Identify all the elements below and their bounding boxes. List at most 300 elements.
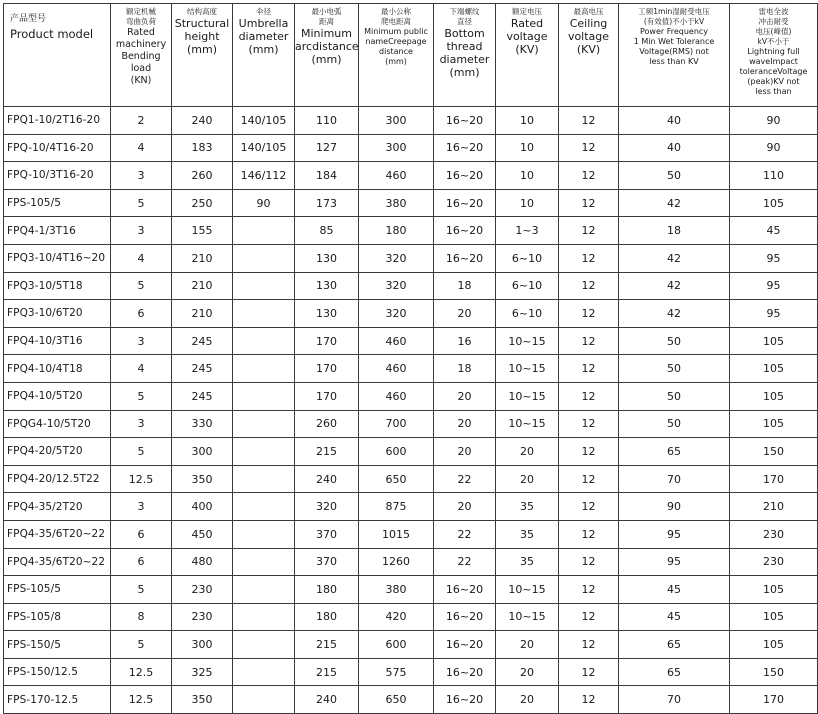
- cell-power-frequency-wet-voltage: 42: [619, 300, 730, 328]
- table-row: [4, 189, 818, 217]
- cell-ceiling-voltage: 12: [559, 189, 619, 217]
- cell-min-arc-distance: 170: [295, 355, 359, 383]
- cell-rated-bending-load: 5: [111, 576, 172, 604]
- cell-ceiling-voltage: 12: [559, 548, 619, 576]
- table-row: [4, 327, 818, 355]
- cell-rated-voltage: 35: [496, 520, 559, 548]
- cell-min-arc-distance: 184: [295, 162, 359, 190]
- cell-bottom-thread-diameter: 18: [434, 272, 496, 300]
- header-lightning-impact-voltage: [730, 4, 818, 107]
- cell-lightning-impact-voltage: 110: [730, 162, 818, 190]
- header-label-zh: 最高电压: [573, 7, 604, 16]
- cell-min-arc-distance: 240: [295, 686, 359, 714]
- cell-bottom-thread-diameter: 16~20: [434, 244, 496, 272]
- cell-ceiling-voltage: 12: [559, 493, 619, 521]
- header-label-en: Umbrella diameter (mm): [238, 17, 289, 56]
- cell-lightning-impact-voltage: 95: [730, 272, 818, 300]
- cell-min-arc-distance: 130: [295, 244, 359, 272]
- header-bottom-thread-diameter: [434, 4, 496, 107]
- cell-structural-height: 330: [172, 410, 233, 438]
- table-row: [4, 520, 818, 548]
- table-row: [4, 107, 818, 135]
- cell-structural-height: 300: [172, 438, 233, 466]
- header-umbrella-diameter: [233, 4, 295, 107]
- cell-lightning-impact-voltage: 105: [730, 631, 818, 659]
- table-row: [4, 658, 818, 686]
- cell-lightning-impact-voltage: 45: [730, 217, 818, 245]
- cell-umbrella-diameter: 146/112: [233, 162, 295, 190]
- header-power-frequency-wet-voltage: [619, 4, 730, 107]
- cell-bottom-thread-diameter: 22: [434, 520, 496, 548]
- cell-rated-bending-load: 5: [111, 189, 172, 217]
- header-label-zh: 额定电压: [512, 7, 542, 16]
- cell-min-creepage-distance: 650: [359, 686, 434, 714]
- header-label-zh: 结构高度: [187, 7, 217, 16]
- cell-product-model: FPS-105/5: [4, 189, 111, 217]
- table-row: [4, 355, 818, 383]
- cell-min-creepage-distance: 460: [359, 327, 434, 355]
- cell-lightning-impact-voltage: 90: [730, 107, 818, 135]
- cell-umbrella-diameter: [233, 548, 295, 576]
- cell-umbrella-diameter: [233, 300, 295, 328]
- header-label-en: Product model: [10, 27, 94, 41]
- cell-structural-height: 230: [172, 603, 233, 631]
- cell-umbrella-diameter: [233, 658, 295, 686]
- cell-min-arc-distance: 215: [295, 631, 359, 659]
- cell-min-creepage-distance: 875: [359, 493, 434, 521]
- cell-bottom-thread-diameter: 16~20: [434, 686, 496, 714]
- cell-product-model: FPS-150/12.5: [4, 658, 111, 686]
- cell-rated-voltage: 10~15: [496, 603, 559, 631]
- cell-product-model: FPQ-10/4T16-20: [4, 134, 111, 162]
- header-label-en: Lightning full waveImpact toleranceVoltage (peak)KV not less than: [739, 47, 808, 96]
- cell-power-frequency-wet-voltage: 42: [619, 272, 730, 300]
- cell-bottom-thread-diameter: 16~20: [434, 603, 496, 631]
- cell-structural-height: 210: [172, 244, 233, 272]
- cell-min-creepage-distance: 300: [359, 134, 434, 162]
- header-row: [4, 4, 818, 107]
- cell-power-frequency-wet-voltage: 45: [619, 576, 730, 604]
- cell-rated-bending-load: 4: [111, 244, 172, 272]
- cell-ceiling-voltage: 12: [559, 107, 619, 135]
- header-rated-bending-load: [111, 4, 172, 107]
- cell-structural-height: 300: [172, 631, 233, 659]
- cell-min-creepage-distance: 600: [359, 438, 434, 466]
- cell-lightning-impact-voltage: 210: [730, 493, 818, 521]
- cell-ceiling-voltage: 12: [559, 272, 619, 300]
- cell-min-arc-distance: 240: [295, 465, 359, 493]
- cell-min-arc-distance: 85: [295, 217, 359, 245]
- cell-ceiling-voltage: 12: [559, 465, 619, 493]
- cell-lightning-impact-voltage: 95: [730, 300, 818, 328]
- cell-rated-voltage: 10~15: [496, 382, 559, 410]
- cell-min-creepage-distance: 300: [359, 107, 434, 135]
- table-row: [4, 134, 818, 162]
- cell-umbrella-diameter: [233, 438, 295, 466]
- header-label-en: Structural height (mm): [174, 17, 230, 56]
- cell-rated-bending-load: 6: [111, 548, 172, 576]
- cell-umbrella-diameter: [233, 520, 295, 548]
- cell-ceiling-voltage: 12: [559, 438, 619, 466]
- cell-min-creepage-distance: 600: [359, 631, 434, 659]
- header-label-zh: 额定机械 弯曲负荷: [126, 7, 156, 26]
- cell-power-frequency-wet-voltage: 65: [619, 438, 730, 466]
- cell-rated-bending-load: 6: [111, 300, 172, 328]
- header-structural-height: [172, 4, 233, 107]
- table-row: [4, 438, 818, 466]
- cell-umbrella-diameter: 140/105: [233, 134, 295, 162]
- cell-product-model: FPS-105/8: [4, 603, 111, 631]
- cell-rated-voltage: 10~15: [496, 410, 559, 438]
- cell-min-creepage-distance: 460: [359, 382, 434, 410]
- cell-power-frequency-wet-voltage: 18: [619, 217, 730, 245]
- cell-umbrella-diameter: [233, 382, 295, 410]
- cell-min-creepage-distance: 420: [359, 603, 434, 631]
- cell-structural-height: 210: [172, 272, 233, 300]
- cell-ceiling-voltage: 12: [559, 658, 619, 686]
- cell-lightning-impact-voltage: 170: [730, 686, 818, 714]
- cell-lightning-impact-voltage: 105: [730, 576, 818, 604]
- cell-min-arc-distance: 110: [295, 107, 359, 135]
- table-row: [4, 465, 818, 493]
- product-spec-table-container: [3, 3, 808, 714]
- cell-umbrella-diameter: [233, 244, 295, 272]
- cell-bottom-thread-diameter: 18: [434, 355, 496, 383]
- cell-min-arc-distance: 127: [295, 134, 359, 162]
- header-label-zh: 工频1min湿耐受电压 (有效值)不小于kV: [638, 7, 710, 26]
- cell-min-creepage-distance: 1015: [359, 520, 434, 548]
- cell-bottom-thread-diameter: 16: [434, 327, 496, 355]
- cell-rated-voltage: 35: [496, 548, 559, 576]
- cell-min-creepage-distance: 320: [359, 272, 434, 300]
- cell-power-frequency-wet-voltage: 70: [619, 465, 730, 493]
- header-label-zh: 最小电弧 距离: [311, 7, 342, 26]
- cell-structural-height: 260: [172, 162, 233, 190]
- table-row: [4, 300, 818, 328]
- cell-lightning-impact-voltage: 150: [730, 438, 818, 466]
- cell-product-model: FPQ4-1/3T16: [4, 217, 111, 245]
- cell-product-model: FPQ4-10/4T18: [4, 355, 111, 383]
- cell-ceiling-voltage: 12: [559, 217, 619, 245]
- header-ceiling-voltage: [559, 4, 619, 107]
- cell-ceiling-voltage: 12: [559, 300, 619, 328]
- header-label-en: Minimum arcdistance (mm): [295, 27, 359, 66]
- cell-rated-voltage: 6~10: [496, 272, 559, 300]
- table-row: [4, 603, 818, 631]
- cell-lightning-impact-voltage: 105: [730, 382, 818, 410]
- cell-structural-height: 245: [172, 382, 233, 410]
- cell-power-frequency-wet-voltage: 90: [619, 493, 730, 521]
- cell-umbrella-diameter: [233, 686, 295, 714]
- cell-rated-bending-load: 5: [111, 631, 172, 659]
- cell-ceiling-voltage: 12: [559, 410, 619, 438]
- cell-bottom-thread-diameter: 22: [434, 548, 496, 576]
- cell-min-arc-distance: 170: [295, 382, 359, 410]
- cell-rated-bending-load: 12.5: [111, 658, 172, 686]
- cell-rated-voltage: 35: [496, 493, 559, 521]
- table-row: [4, 631, 818, 659]
- cell-power-frequency-wet-voltage: 42: [619, 244, 730, 272]
- cell-min-arc-distance: 320: [295, 493, 359, 521]
- cell-product-model: FPQ4-35/2T20: [4, 493, 111, 521]
- cell-ceiling-voltage: 12: [559, 327, 619, 355]
- cell-lightning-impact-voltage: 95: [730, 244, 818, 272]
- cell-min-arc-distance: 370: [295, 548, 359, 576]
- cell-lightning-impact-voltage: 170: [730, 465, 818, 493]
- cell-ceiling-voltage: 12: [559, 134, 619, 162]
- cell-umbrella-diameter: [233, 493, 295, 521]
- cell-min-creepage-distance: 700: [359, 410, 434, 438]
- cell-rated-voltage: 20: [496, 686, 559, 714]
- header-label-en: Rated voltage (KV): [506, 17, 548, 56]
- cell-rated-voltage: 10~15: [496, 327, 559, 355]
- cell-product-model: FPQ4-10/5T20: [4, 382, 111, 410]
- cell-rated-bending-load: 4: [111, 355, 172, 383]
- cell-structural-height: 250: [172, 189, 233, 217]
- cell-rated-bending-load: 3: [111, 410, 172, 438]
- table-row: [4, 548, 818, 576]
- cell-lightning-impact-voltage: 105: [730, 355, 818, 383]
- cell-min-arc-distance: 370: [295, 520, 359, 548]
- header-label-zh: 伞径: [256, 7, 271, 16]
- cell-power-frequency-wet-voltage: 95: [619, 548, 730, 576]
- cell-power-frequency-wet-voltage: 40: [619, 107, 730, 135]
- cell-structural-height: 245: [172, 355, 233, 383]
- cell-product-model: FPQ3-10/6T20: [4, 300, 111, 328]
- header-label-en: Rated machinery Bending load (KN): [115, 27, 167, 86]
- cell-umbrella-diameter: [233, 217, 295, 245]
- cell-lightning-impact-voltage: 90: [730, 134, 818, 162]
- cell-min-arc-distance: 170: [295, 327, 359, 355]
- cell-rated-voltage: 6~10: [496, 244, 559, 272]
- cell-umbrella-diameter: [233, 327, 295, 355]
- cell-power-frequency-wet-voltage: 40: [619, 134, 730, 162]
- cell-ceiling-voltage: 12: [559, 520, 619, 548]
- cell-structural-height: 480: [172, 548, 233, 576]
- cell-min-arc-distance: 130: [295, 272, 359, 300]
- table-row: [4, 272, 818, 300]
- cell-rated-voltage: 20: [496, 438, 559, 466]
- cell-ceiling-voltage: 12: [559, 162, 619, 190]
- cell-bottom-thread-diameter: 20: [434, 300, 496, 328]
- cell-product-model: FPQ4-35/6T20~22: [4, 520, 111, 548]
- cell-rated-bending-load: 12.5: [111, 686, 172, 714]
- cell-umbrella-diameter: 90: [233, 189, 295, 217]
- cell-rated-bending-load: 3: [111, 327, 172, 355]
- header-label-zh: 最小公称 爬电距离: [381, 7, 411, 26]
- cell-rated-voltage: 10: [496, 189, 559, 217]
- product-spec-table: [3, 3, 818, 714]
- cell-ceiling-voltage: 12: [559, 355, 619, 383]
- table-row: [4, 382, 818, 410]
- cell-product-model: FPQ3-10/4T16~20: [4, 244, 111, 272]
- cell-min-creepage-distance: 320: [359, 244, 434, 272]
- cell-power-frequency-wet-voltage: 70: [619, 686, 730, 714]
- cell-bottom-thread-diameter: 20: [434, 493, 496, 521]
- cell-rated-voltage: 10: [496, 107, 559, 135]
- cell-min-creepage-distance: 380: [359, 189, 434, 217]
- cell-rated-voltage: 10~15: [496, 355, 559, 383]
- cell-power-frequency-wet-voltage: 50: [619, 410, 730, 438]
- cell-umbrella-diameter: [233, 631, 295, 659]
- cell-lightning-impact-voltage: 230: [730, 548, 818, 576]
- cell-umbrella-diameter: [233, 576, 295, 604]
- cell-min-creepage-distance: 460: [359, 355, 434, 383]
- cell-structural-height: 450: [172, 520, 233, 548]
- cell-rated-bending-load: 3: [111, 217, 172, 245]
- cell-rated-bending-load: 5: [111, 438, 172, 466]
- cell-ceiling-voltage: 12: [559, 686, 619, 714]
- cell-rated-bending-load: 5: [111, 382, 172, 410]
- cell-structural-height: 350: [172, 686, 233, 714]
- cell-rated-bending-load: 2: [111, 107, 172, 135]
- cell-product-model: FPQ4-10/3T16: [4, 327, 111, 355]
- cell-min-arc-distance: 215: [295, 438, 359, 466]
- cell-lightning-impact-voltage: 105: [730, 327, 818, 355]
- cell-bottom-thread-diameter: 16~20: [434, 107, 496, 135]
- cell-product-model: FPQG4-10/5T20: [4, 410, 111, 438]
- cell-min-arc-distance: 260: [295, 410, 359, 438]
- cell-min-creepage-distance: 1260: [359, 548, 434, 576]
- cell-bottom-thread-diameter: 16~20: [434, 189, 496, 217]
- cell-min-creepage-distance: 380: [359, 576, 434, 604]
- cell-product-model: FPQ1-10/2T16-20: [4, 107, 111, 135]
- cell-power-frequency-wet-voltage: 50: [619, 355, 730, 383]
- cell-rated-voltage: 10~15: [496, 576, 559, 604]
- cell-product-model: FPQ4-35/6T20~22: [4, 548, 111, 576]
- cell-power-frequency-wet-voltage: 45: [619, 603, 730, 631]
- cell-rated-voltage: 1~3: [496, 217, 559, 245]
- cell-rated-voltage: 20: [496, 465, 559, 493]
- cell-min-arc-distance: 173: [295, 189, 359, 217]
- header-rated-voltage: [496, 4, 559, 107]
- cell-ceiling-voltage: 12: [559, 603, 619, 631]
- table-row: [4, 410, 818, 438]
- header-min-creepage-distance: [359, 4, 434, 107]
- header-label-en: Ceiling voltage (KV): [567, 17, 610, 56]
- header-label-zh: 产品型号: [10, 14, 47, 24]
- cell-product-model: FPQ4-20/12.5T22: [4, 465, 111, 493]
- cell-structural-height: 245: [172, 327, 233, 355]
- cell-umbrella-diameter: [233, 410, 295, 438]
- table-row: [4, 493, 818, 521]
- cell-min-creepage-distance: 180: [359, 217, 434, 245]
- cell-structural-height: 240: [172, 107, 233, 135]
- cell-lightning-impact-voltage: 230: [730, 520, 818, 548]
- cell-product-model: FPQ3-10/5T18: [4, 272, 111, 300]
- header-label-en: Power Frequency 1 Min Wet Tolerance Voltage(RMS) not less than KV: [633, 27, 715, 66]
- cell-product-model: FPS-170-12.5: [4, 686, 111, 714]
- cell-ceiling-voltage: 12: [559, 631, 619, 659]
- cell-ceiling-voltage: 12: [559, 382, 619, 410]
- header-label-en: Minimum public nameCreepage distance (mm): [364, 27, 428, 66]
- cell-umbrella-diameter: [233, 355, 295, 383]
- cell-rated-bending-load: 3: [111, 162, 172, 190]
- cell-rated-bending-load: 5: [111, 272, 172, 300]
- cell-product-model: FPQ4-20/5T20: [4, 438, 111, 466]
- cell-rated-bending-load: 12.5: [111, 465, 172, 493]
- cell-umbrella-diameter: [233, 465, 295, 493]
- cell-bottom-thread-diameter: 16~20: [434, 576, 496, 604]
- header-product-model: [4, 4, 111, 107]
- cell-rated-bending-load: 3: [111, 493, 172, 521]
- cell-rated-voltage: 20: [496, 631, 559, 659]
- cell-rated-bending-load: 4: [111, 134, 172, 162]
- cell-rated-voltage: 20: [496, 658, 559, 686]
- cell-product-model: FPS-105/5: [4, 576, 111, 604]
- cell-min-arc-distance: 180: [295, 576, 359, 604]
- cell-min-creepage-distance: 650: [359, 465, 434, 493]
- cell-lightning-impact-voltage: 105: [730, 603, 818, 631]
- cell-structural-height: 155: [172, 217, 233, 245]
- cell-bottom-thread-diameter: 16~20: [434, 134, 496, 162]
- cell-power-frequency-wet-voltage: 50: [619, 162, 730, 190]
- cell-power-frequency-wet-voltage: 42: [619, 189, 730, 217]
- cell-ceiling-voltage: 12: [559, 244, 619, 272]
- cell-rated-voltage: 6~10: [496, 300, 559, 328]
- header-label-zh: 下端螺纹 直径: [449, 7, 480, 26]
- cell-structural-height: 210: [172, 300, 233, 328]
- cell-min-creepage-distance: 320: [359, 300, 434, 328]
- header-min-arc-distance: [295, 4, 359, 107]
- cell-power-frequency-wet-voltage: 95: [619, 520, 730, 548]
- cell-lightning-impact-voltage: 105: [730, 189, 818, 217]
- cell-min-creepage-distance: 460: [359, 162, 434, 190]
- cell-rated-voltage: 10: [496, 162, 559, 190]
- cell-lightning-impact-voltage: 150: [730, 658, 818, 686]
- cell-power-frequency-wet-voltage: 65: [619, 631, 730, 659]
- cell-bottom-thread-diameter: 20: [434, 382, 496, 410]
- cell-bottom-thread-diameter: 20: [434, 410, 496, 438]
- cell-umbrella-diameter: [233, 603, 295, 631]
- cell-bottom-thread-diameter: 16~20: [434, 217, 496, 245]
- cell-structural-height: 400: [172, 493, 233, 521]
- cell-structural-height: 325: [172, 658, 233, 686]
- cell-bottom-thread-diameter: 16~20: [434, 162, 496, 190]
- cell-bottom-thread-diameter: 16~20: [434, 658, 496, 686]
- cell-ceiling-voltage: 12: [559, 576, 619, 604]
- cell-bottom-thread-diameter: 16~20: [434, 631, 496, 659]
- cell-rated-bending-load: 6: [111, 520, 172, 548]
- cell-bottom-thread-diameter: 22: [434, 465, 496, 493]
- cell-umbrella-diameter: 140/105: [233, 107, 295, 135]
- cell-structural-height: 350: [172, 465, 233, 493]
- cell-power-frequency-wet-voltage: 50: [619, 327, 730, 355]
- header-label-zh: 雷电全波 冲击耐受 电压(峰值) kV不小于: [755, 7, 792, 46]
- cell-min-arc-distance: 215: [295, 658, 359, 686]
- cell-min-creepage-distance: 575: [359, 658, 434, 686]
- cell-product-model: FPS-150/5: [4, 631, 111, 659]
- table-row: [4, 686, 818, 714]
- cell-rated-voltage: 10: [496, 134, 559, 162]
- cell-structural-height: 183: [172, 134, 233, 162]
- header-label-en: Bottom thread diameter (mm): [439, 27, 490, 79]
- cell-min-arc-distance: 180: [295, 603, 359, 631]
- table-row: [4, 217, 818, 245]
- table-body: [4, 107, 818, 714]
- cell-product-model: FPQ-10/3T16-20: [4, 162, 111, 190]
- cell-rated-bending-load: 8: [111, 603, 172, 631]
- table-row: [4, 244, 818, 272]
- cell-min-arc-distance: 130: [295, 300, 359, 328]
- table-row: [4, 576, 818, 604]
- cell-umbrella-diameter: [233, 272, 295, 300]
- cell-lightning-impact-voltage: 105: [730, 410, 818, 438]
- cell-bottom-thread-diameter: 20: [434, 438, 496, 466]
- cell-structural-height: 230: [172, 576, 233, 604]
- cell-power-frequency-wet-voltage: 65: [619, 658, 730, 686]
- cell-power-frequency-wet-voltage: 50: [619, 382, 730, 410]
